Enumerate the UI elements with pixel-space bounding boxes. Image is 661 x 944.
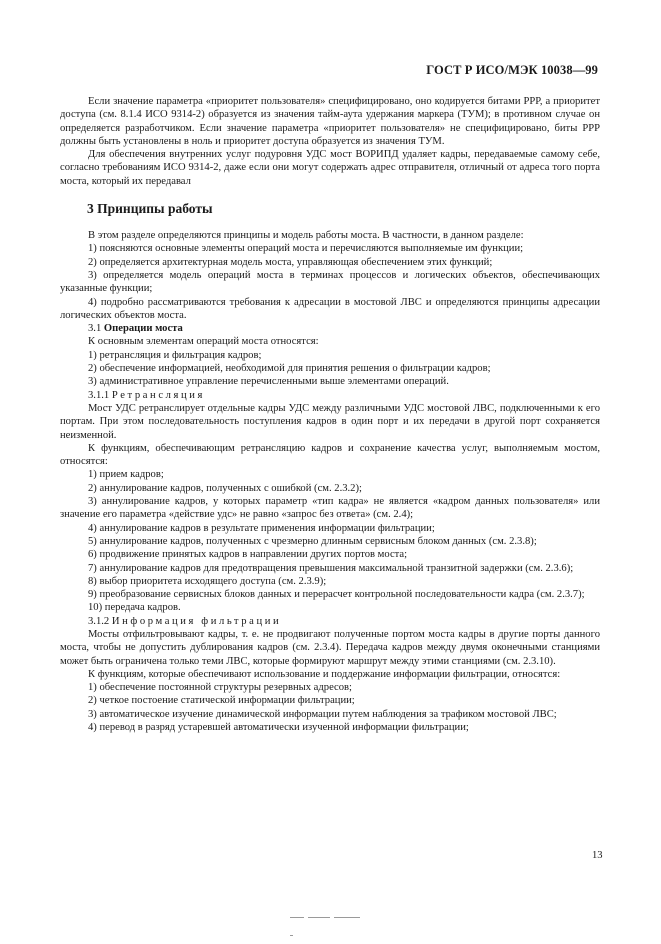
subsection-3-1-intro: К основным элементам операций моста относятся:	[88, 336, 319, 348]
intro-paragraph-1: Если значение параметра «приоритет пользователя» специфицировано, оно кодируется битами РРР, а приоритет доступа (см. 8.1.4 ИСО 9314-2) образуется из значения тайм-аута удержания маркера (ТУМ); в противном случае он определяется разработчиком. Если значение параметра «приоритет пользователя» не специфицировано, биты РРР должны быть установлены в ноль и приоритет доступа образуется из значения ТУМ.	[60, 96, 600, 147]
section-3-item: 1) поясняются основные элементы операций моста и перечисляются выполняемые им функции;	[88, 243, 524, 255]
intro-paragraph-2: Для обеспечения внутренних услуг подуровня УДС мост ВОРИПД удаляет кадры, передаваемые самому себе, согласно требованиям ИСО 9314-2, даже если они могут содержать адрес отправителя, отличный от адреса того порта моста, который их передавал	[60, 149, 600, 187]
subsection-3-1-1-item: 6) продвижение принятых кадров в направлении других портов моста;	[88, 549, 408, 561]
subsection-3-1-heading	[60, 322, 600, 335]
subsection-number: 3.1.2	[88, 615, 110, 627]
subsection-3-1-item: 1) ретрансляция и фильтрация кадров;	[88, 349, 262, 361]
subsection-3-1-1-item: 9) преобразование сервисных блоков данных и перерасчет контрольной последовательности кадра (см. 2.3.7);	[88, 589, 585, 601]
subsection-3-1-1-paragraph-1: Мост УДС ретранслирует отдельные кадры УДС между различными УДС мостовой ЛВС, подключенными к его портам. При этом последовательность поступления кадров в один порт и их передачи в другой порт сохраняется неизменной.	[60, 402, 600, 441]
subsection-3-1-item: 3) административное управление перечисленными выше элементами операций.	[88, 376, 449, 388]
subsection-3-1-2-heading	[60, 615, 600, 628]
subsection-3-1-1-item: 10) передача кадров.	[88, 602, 181, 614]
subsection-3-1-2-paragraph-2: К функциям, которые обеспечивают использование и поддержание информации фильтрации, относятся:	[88, 668, 561, 680]
subsection-3-1-1-heading	[60, 389, 600, 402]
subsection-3-1-1-item: 5) аннулирование кадров, полученных с чрезмерно длинным сервисным блоком данных (см. 2.3.8);	[88, 535, 537, 547]
subsection-3-1-1-item: 4) аннулирование кадров в результате применения информации фильтрации;	[88, 522, 435, 534]
section-3-heading: 3 Принципы работы	[87, 201, 213, 217]
section-3-item: 2) определяется архитектурная модель моста, управляющая обеспечением этих функций;	[88, 256, 493, 268]
subsection-3-1-1-item: 2) аннулирование кадров, полученных с ошибкой (см. 2.3.2);	[88, 482, 362, 494]
subsection-3-1-1-item: 1) прием кадров;	[88, 469, 164, 481]
subsection-3-1-1-item: 3) аннулирование кадров, у которых параметр «тип кадра» не является «кадром данных пользователя» или значение его параметра «действие удс» не равно «запрос без ответа» (см. 2.4);	[60, 496, 600, 521]
subsection-3-1-1-paragraph-2: К функциям, обеспечивающим ретрансляцию кадров и сохранение качества услуг, выполняемым мостом, относятся:	[60, 442, 600, 468]
footer-dash	[290, 917, 304, 918]
subsection-number: 3.1	[88, 323, 102, 335]
footer-dash	[334, 917, 360, 918]
footer-dash	[290, 935, 293, 936]
document-header: ГОСТ Р ИСО/МЭК 10038—99	[426, 63, 598, 77]
subsection-3-1-2-item: 1) обеспечение постоянной структуры резервных адресов;	[88, 682, 352, 694]
page-number: 13	[592, 850, 603, 861]
subsection-3-1-1-item: 8) выбор приоритета исходящего доступа (см. 2.3.9);	[88, 575, 327, 587]
section-3-intro: В этом разделе определяются принципы и модель работы моста. В частности, в данном разделе:	[88, 230, 524, 242]
subsection-3-1-2-item: 3) автоматическое изучение динамической информации путем наблюдения за трафиком мостовой ЛВС;	[88, 708, 557, 720]
document-body	[60, 95, 600, 734]
subsection-title: Ретрансляция	[111, 389, 205, 401]
subsection-3-1-item: 2) обеспечение информацией, необходимой для принятия решения о фильтрации кадров;	[88, 363, 491, 375]
subsection-3-1-1-item: 7) аннулирование кадров для предотвращения превышения максимальной транзитной задержки (см. 2.3.6);	[88, 562, 574, 574]
section-3-item: 4) подробно рассматриваются требования к адресации в мостовой ЛВС и определяются принципы адресации логических объектов моста.	[60, 296, 600, 321]
subsection-3-1-2-item: 4) перевод в разряд устаревшей автоматически изученной информации фильтрации;	[88, 722, 469, 734]
subsection-3-1-2-paragraph-1: Мосты отфильтровывают кадры, т. е. не продвигают полученные портом моста кадры в другие порты данного моста, чтобы не допустить дублирования кадров (см. 2.3.4). Передача кадров между двумя оконечными станциями может быть ограничена только теми ЛВС, которые формируют маршрут между этими станциями (см. 2.3.10).	[60, 628, 600, 667]
footer-dash	[308, 917, 330, 918]
subsection-title: Информация фильтрации	[111, 615, 282, 627]
footer-scan-mark	[290, 908, 370, 910]
section-3-item: 3) определяется модель операций моста в терминах процессов и логических объектов, обеспечивающих указанные функции;	[60, 269, 600, 295]
subsection-number: 3.1.1	[88, 389, 110, 401]
subsection-title: Операции моста	[103, 323, 183, 335]
subsection-3-1-2-item: 2) четкое постоение статической информации фильтрации;	[88, 695, 355, 707]
